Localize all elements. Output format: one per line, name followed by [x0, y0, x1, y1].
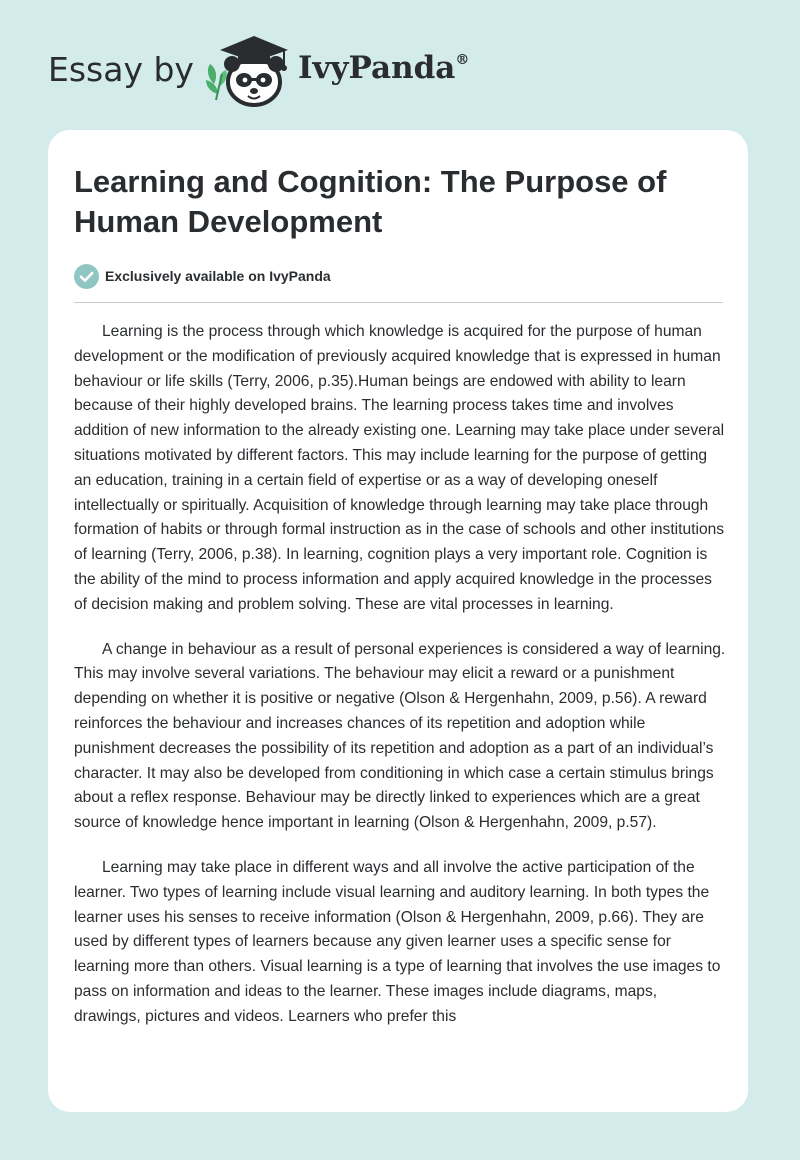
essay-card: [48, 130, 748, 1112]
divider: [74, 302, 723, 303]
panda-graduate-icon[interactable]: [200, 30, 292, 112]
paragraph: Learning may take place in different ways and all involve the active participation of the learner. Two types of learning include visual learning and auditory learning. In both types the learner uses his senses to receive information (Olson & Hergenhahn, 2009, p.66). They are used by different types of learners because any given learner uses a specific sense for learning more than others. Visual learning is a type of learning that involves the use images to pass on information and ideas to the learner. These images include diagrams, maps, drawings, pictures and videos. Learners who prefer this: [74, 858, 721, 1025]
brand-prefix: Essay by: [48, 50, 194, 89]
page-title: Learning and Cognition: The Purpose of Human Development: [74, 164, 667, 239]
exclusive-label: Exclusively available on IvyPanda: [105, 268, 331, 284]
brand-name-text: IvyPanda: [298, 50, 456, 86]
registered-mark: ®: [455, 52, 470, 68]
site-header: [0, 0, 800, 130]
brand-name[interactable]: [298, 50, 469, 86]
paragraph: Learning is the process through which knowledge is acquired for the purpose of human development or the modification of previously acquired knowledge that is expressed in human behaviour or life skills (Terry, 2006, p.35).Human beings are endowed with ability to learn because of their highly developed brains. The learning process takes time and involves addition of new information to the already existing one. Learning may take place under several situations motivated by different factors. This may include learning for the purpose of getting an education, training in a certain field of expertise or as a way of developing oneself intellectually or spiritually. Acquisition of knowledge through learning may take place through formation of habits or through formal instruction as in the case of schools and other institutions of learning (Terry, 2006, p.38). In learning, cognition plays a very important role. Cognition is the ability of the mind to process information and apply acquired knowledge in the processes of decision making and problem solving. These are vital processes in learning.: [74, 323, 725, 613]
paragraph: A change in behaviour as a result of personal experiences is considered a way of learning. This may involve several variations. The behaviour may elicit a reward or a punishment depending on whether it is positive or negative (Olson & Hergenhahn, 2009, p.56). A reward reinforces the behaviour and increases chances of its repetition and adoption while punishment decreases the possibility of its repetition and adoption as a part of an individual’s character. It may also be developed from conditioning in which case a certain stimulus brings about a reflex response. Behaviour may be directly linked to experiences which are a great source of knowledge hence important in learning (Olson & Hergenhahn, 2009, p.57).: [74, 640, 726, 832]
exclusive-badge: [74, 262, 331, 290]
check-circle-icon: [74, 264, 99, 289]
essay-body: [74, 320, 726, 1080]
